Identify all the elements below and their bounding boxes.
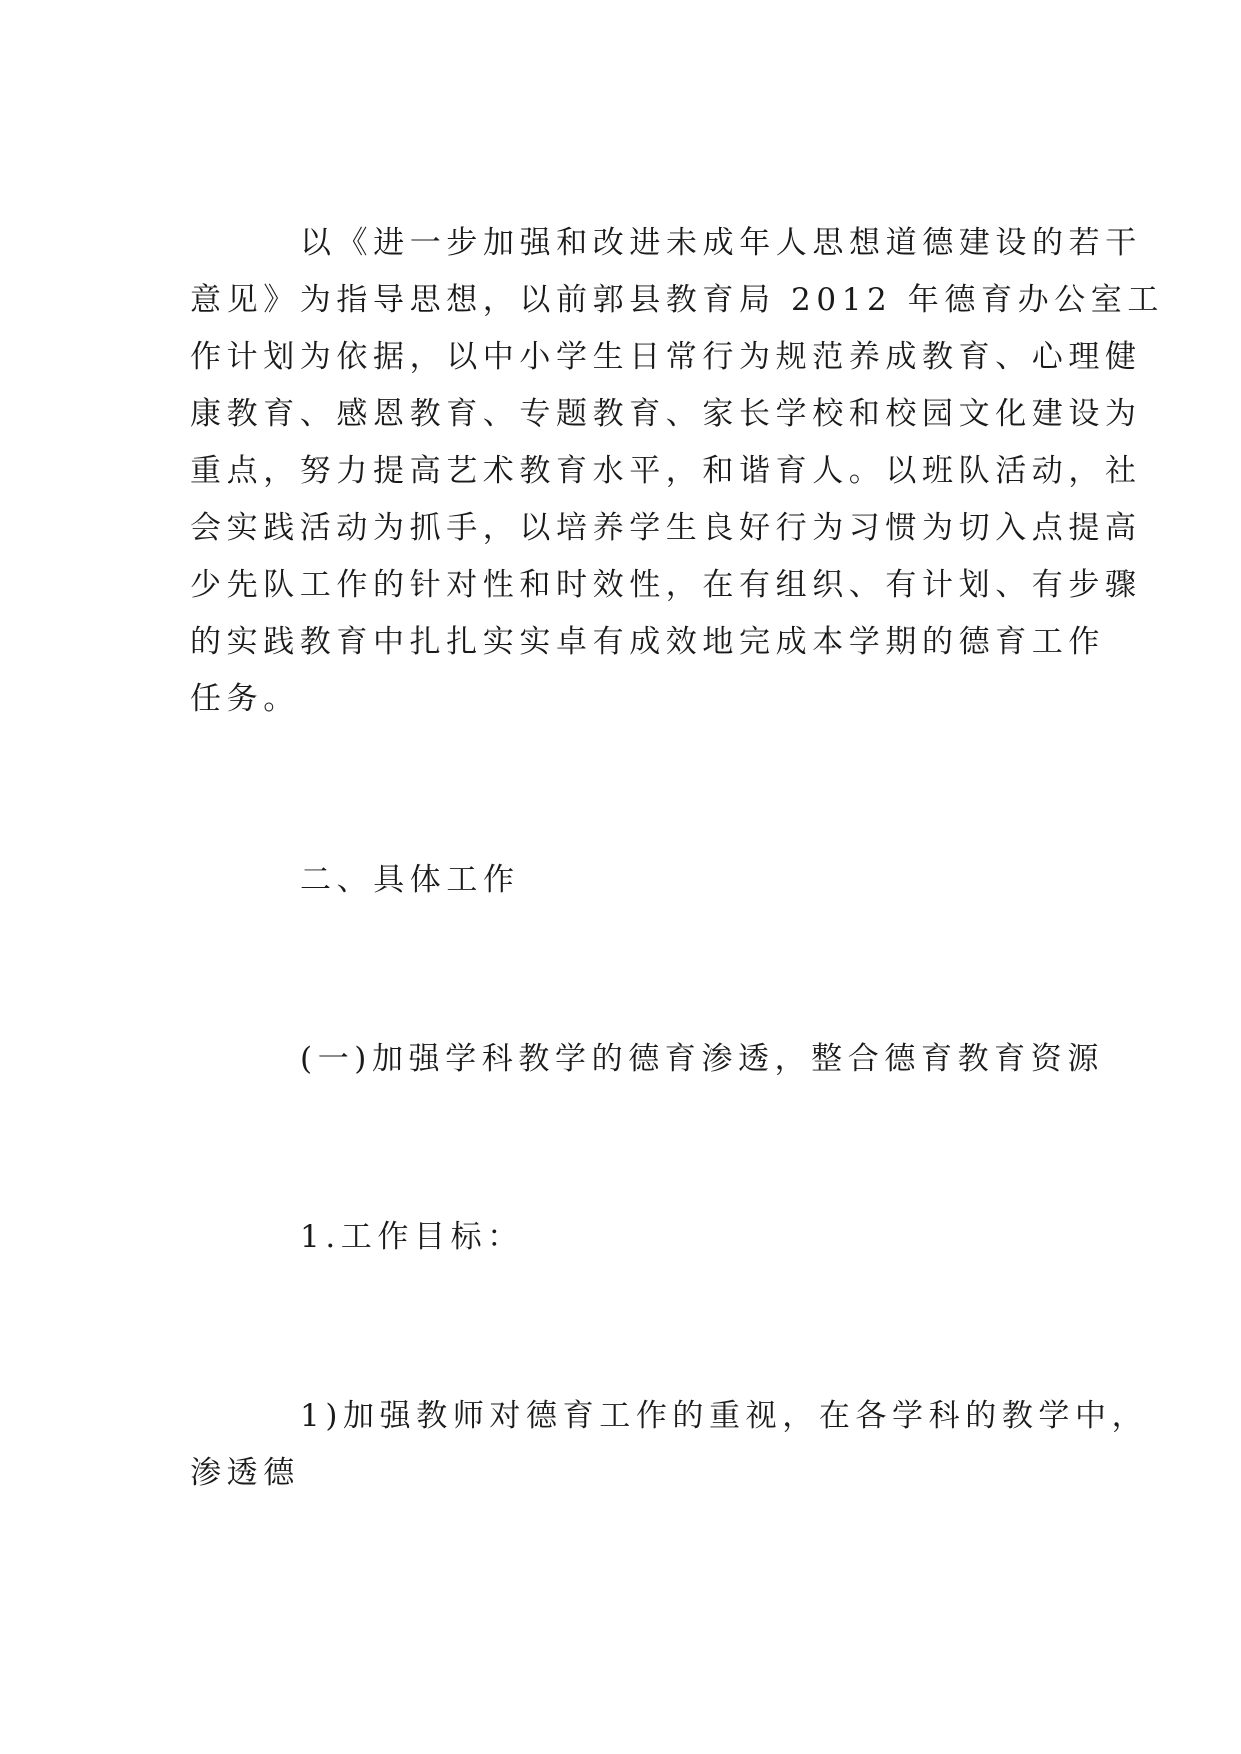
paragraph-line: 会实践活动为抓手，以培养学生良好行为习惯为切入点提高 xyxy=(190,510,1142,546)
paragraph-line: 重点，努力提高艺术教育水平，和谐育人。以班队活动，社 xyxy=(190,453,1142,489)
paragraph-line: 意见》为指导思想，以前郭县教育局 2012 年德育办公室工 xyxy=(190,282,1164,318)
subsection-heading: (一)加强学科教学的德育渗透，整合德育教育资源 xyxy=(300,1041,1104,1077)
paragraph-line: 康教育、感恩教育、专题教育、家长学校和校园文化建设为 xyxy=(190,396,1142,432)
section-heading: 二、具体工作 xyxy=(300,862,520,898)
paragraph-line: 作计划为依据，以中小学生日常行为规范养成教育、心理健 xyxy=(190,339,1142,375)
item-text-line: 1)加强教师对德育工作的重视，在各学科的教学中， xyxy=(300,1398,1149,1434)
paragraph-line: 以《进一步加强和改进未成年人思想道德建设的若干 xyxy=(300,225,1142,261)
paragraph-line: 任务。 xyxy=(190,681,300,717)
paragraph-line: 的实践教育中扎扎实实卓有成效地完成本学期的德育工作 xyxy=(190,624,1105,660)
item-text-line: 渗透德 xyxy=(190,1455,300,1491)
paragraph-line: 少先队工作的针对性和时效性，在有组织、有计划、有步骤 xyxy=(190,567,1142,603)
item-heading: 1.工作目标： xyxy=(300,1219,524,1255)
